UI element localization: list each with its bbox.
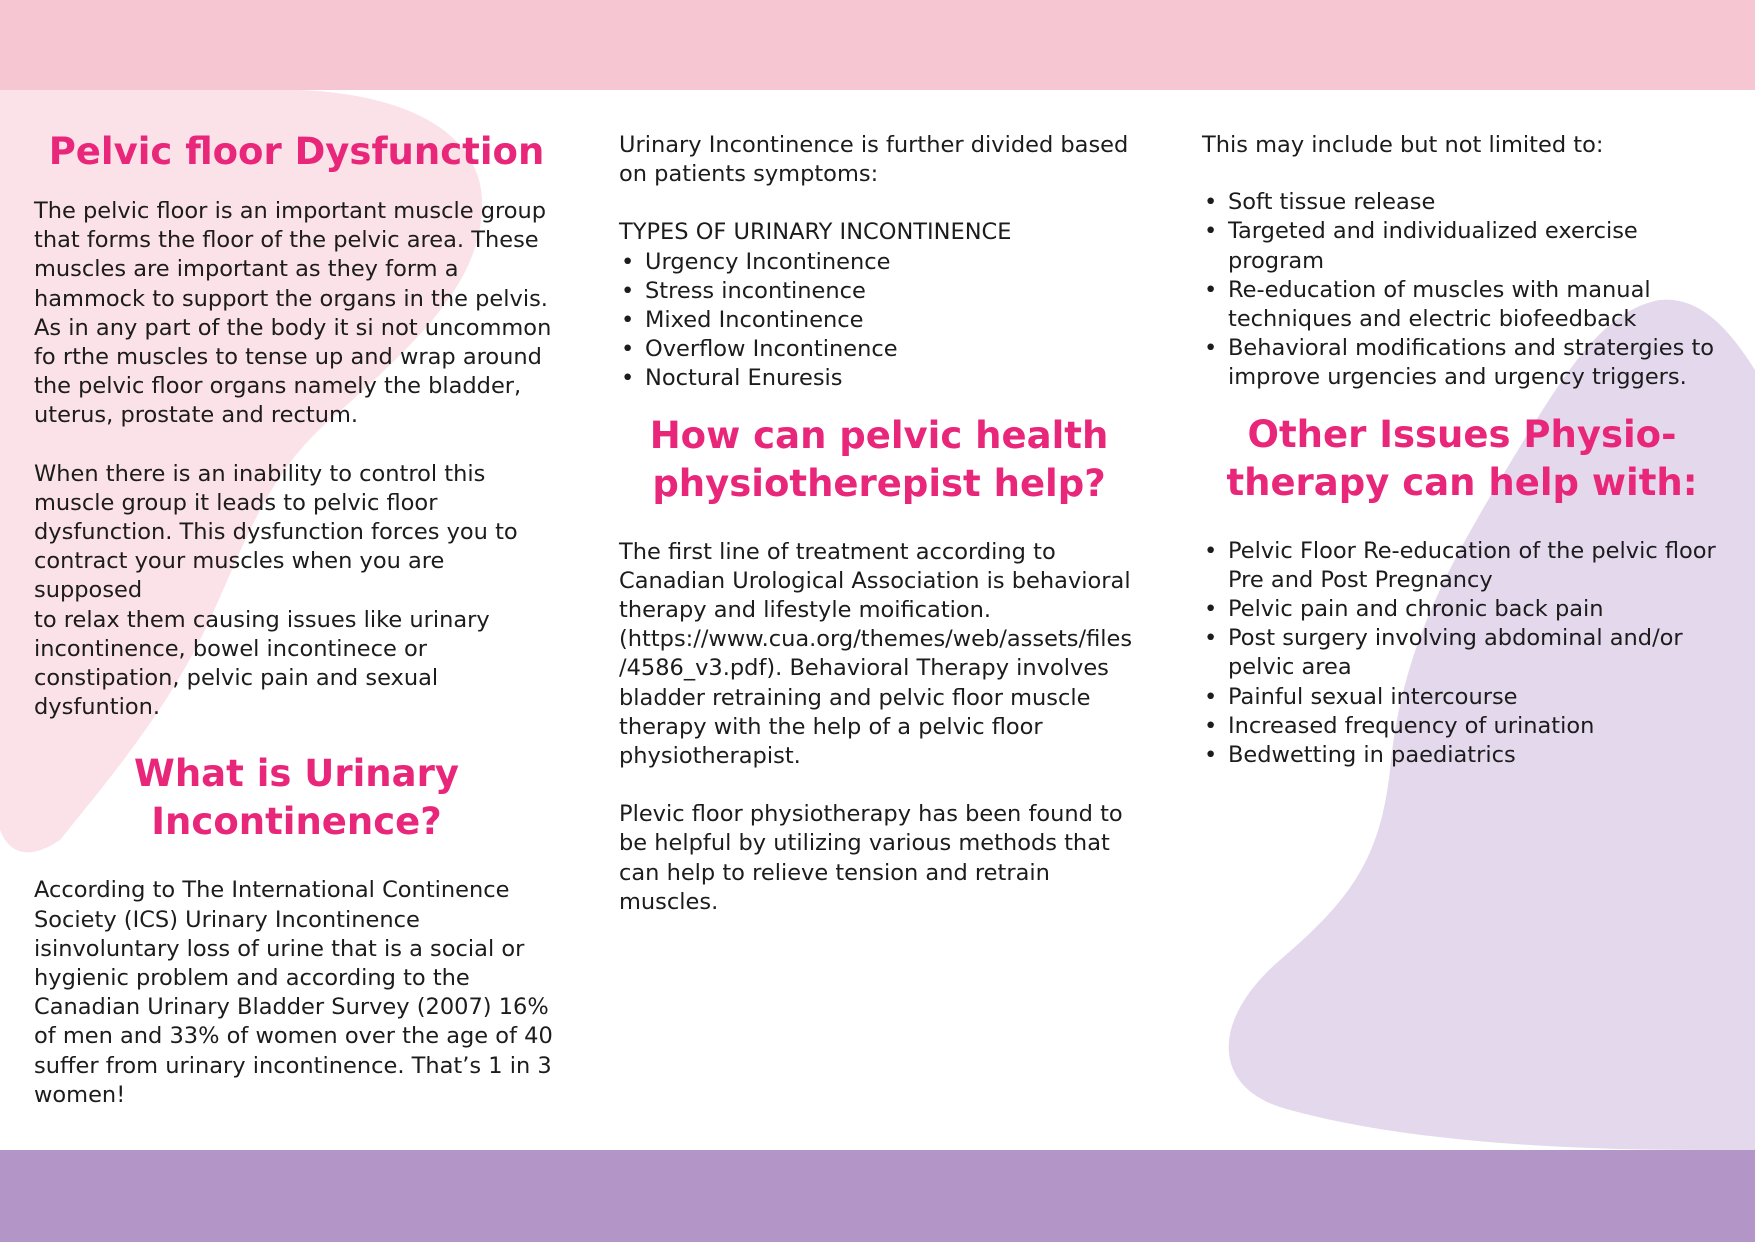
list-item: • Bedwetting in paediatrics [1202, 741, 1722, 770]
bottom-color-band [0, 1150, 1755, 1242]
list-item: • Soft tissue release [1202, 188, 1722, 217]
paragraph-pelvic-floor-dysfunction: When there is an inability to control this muscle group it leads to pelvic floor dysfunction. This dysfunction forces you to contract your muscles when you are supposed to relax them causing issues like urinary incontinence, bowel incontinece or constipation, pelvic pain and sexual dysfuntion. [34, 460, 518, 721]
column-middle [619, 131, 1139, 917]
types-title: TYPES OF URINARY INCONTINENCE [619, 219, 1012, 246]
other-issues-list [1202, 537, 1722, 771]
list-item: • Targeted and individualized exercise program [1202, 217, 1722, 275]
list-item: • Increased frequency of urination [1202, 712, 1722, 741]
list-item: • Behavioral modifications and stratergies to improve urgencies and urgency triggers. [1202, 334, 1722, 392]
list-item: • Overflow Incontinence [619, 335, 1139, 364]
heading-other-issues: Other Issues Physio- therapy can help with: [1226, 412, 1698, 504]
list-item: • Urgency Incontinence [619, 248, 1139, 277]
incontinence-types-list [619, 248, 1139, 394]
list-item: • Stress incontinence [619, 277, 1139, 306]
list-item: • Post surgery involving abdominal and/or pelvic area [1202, 624, 1722, 682]
treatment-methods-list [1202, 188, 1722, 392]
list-item: • Painful sexual intercourse [1202, 683, 1722, 712]
paragraph-urinary-incontinence-definition: According to The International Continence Society (ICS) Urinary Incontinence isinvoluntary loss of urine that is a social or hygienic problem and according to the Canadian Urinary Bladder Survey (2007) 16% of men and 33% of women over the age of 40 suffer from urinary incontinence. That’s 1 in 3 women! [34, 877, 553, 1108]
paragraph-incontinence-division: Urinary Incontinence is further divided based on patients symptoms: [619, 132, 1129, 188]
heading-what-is-urinary-incontinence: What is Urinary Incontinence? [134, 752, 459, 844]
paragraph-pelvic-floor-intro: The pelvic floor is an important muscle group that forms the floor of the pelvic area. These muscles are important as they form a hammock to support the organs in the pelvis. As in any part of the body it si not uncommon fo rthe muscles to tense up and wrap around the pelvic floor organs namely the bladder, uterus, prostate and rectum. [34, 198, 552, 429]
paragraph-first-line-treatment: The first line of treatment according to Canadian Urological Association is behavioral therapy and lifestyle moification. (https://www.cua.org/themes/web/assets/files /4586_v3.pdf). Behavioral Therapy involves bladder retraining and pelvic floor muscle therapy with the help of a pelvic floor physiotherapist. [619, 538, 1133, 770]
list-item: • Pelvic pain and chronic back pain [1202, 595, 1722, 624]
column-right [1202, 131, 1722, 770]
paragraph-may-include: This may include but not limited to: [1202, 132, 1604, 158]
heading-pelvic-floor-dysfunction: Pelvic floor Dysfunction [48, 130, 545, 173]
list-item: • Noctural Enuresis [619, 364, 1139, 393]
column-left [34, 128, 559, 1110]
heading-how-physio-helps: How can pelvic health physiotherepist help? [649, 413, 1109, 505]
list-item: • Re-education of muscles with manual techniques and electric biofeedback [1202, 276, 1722, 334]
paragraph-physiotherapy-methods: Plevic floor physiotherapy has been found to be helpful by utilizing various methods that can help to relieve tension and retrain muscles. [619, 801, 1123, 915]
list-item: • Pelvic Floor Re-education of the pelvic floor Pre and Post Pregnancy [1202, 537, 1722, 595]
list-item: • Mixed Incontinence [619, 306, 1139, 335]
